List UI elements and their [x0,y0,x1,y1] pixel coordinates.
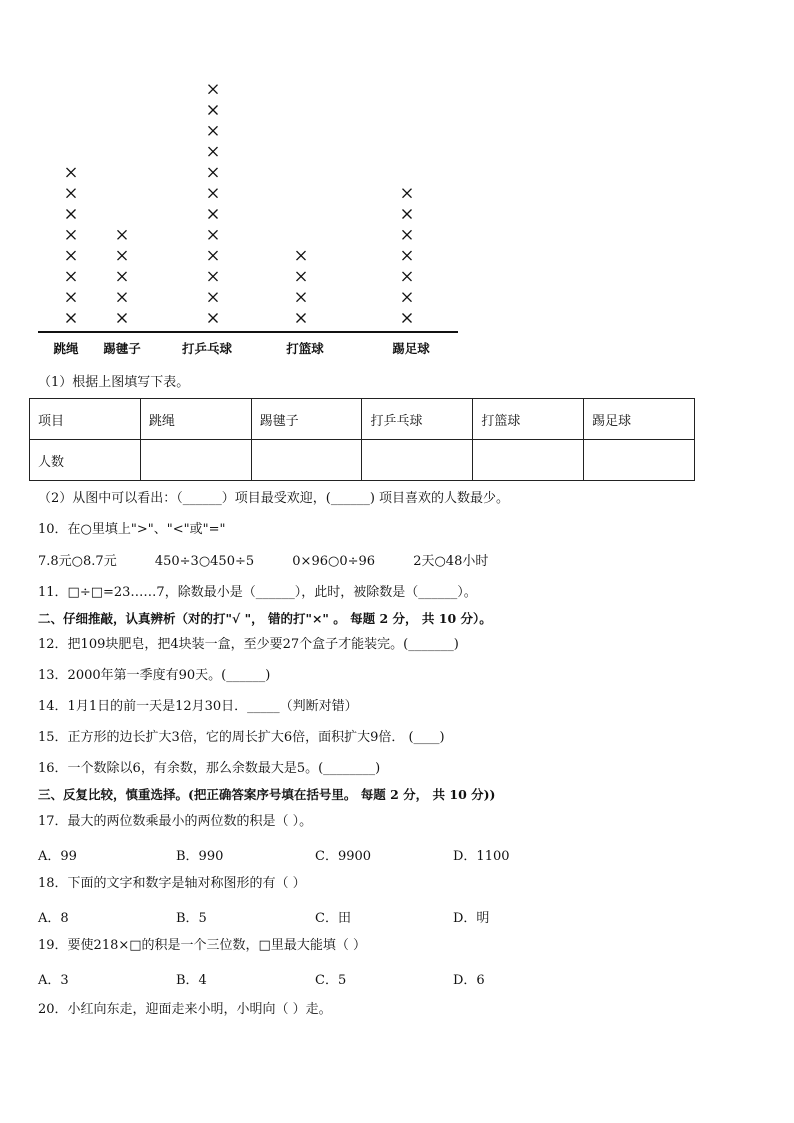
table-header-cell: 打乒乓球 [362,399,473,440]
q19-option-a[interactable]: A．3 [38,973,69,988]
cross-mark [118,272,127,281]
q9-part2-prompt: （2）从图中可以看出：（______）项目最受欢迎，(______) 项目喜欢的人数最少。 [38,491,510,506]
q18-option-c[interactable]: C．田 [315,911,351,926]
table-header-cell: 跳绳 [140,399,251,440]
q16: 16．一个数除以6，有余数，那么余数最大是5。(________) [38,761,381,776]
cross-mark [403,230,412,239]
cross-mark [209,106,218,115]
q17-prompt: 17．最大的两位数乘最小的两位数的积是（ ）。 [38,814,313,829]
cross-mark [67,251,76,260]
cross-mark [403,293,412,302]
q12: 12．把109块肥皂，把4块装一盒，至少要27个盒子才能装完。(_______) [38,637,459,652]
section-2-heading: 二、仔细推敲，认真辨析（对的打"√ "， 错的打"×" 。 每题 2 分， 共 10 分）。 [38,611,492,626]
cross-mark [209,293,218,302]
q9-part1-prompt: （1）根据上图填写下表。 [38,375,190,390]
cross-mark [209,126,218,135]
cross-mark [209,272,218,281]
q10-item: 0×96○0÷96 [292,554,376,569]
cross-mark [209,230,218,239]
table-header-cell: 踢足球 [584,399,695,440]
category-label: 打乒乓球 [181,341,233,356]
fill-table [29,398,695,481]
cross-mark [209,147,218,156]
cross-mark [297,293,306,302]
cross-mark [118,293,127,302]
answer-cell[interactable] [362,440,473,481]
answer-cell[interactable] [251,440,362,481]
q11: 11．□÷□=23……7，除数最小是（______），此时，被除数是（______）。 [38,585,477,600]
section-3-heading: 三、反复比较，慎重选择。(把正确答案序号填在括号里。 每题 2 分， 共 10 分)) [38,787,496,802]
category-label: 打篮球 [286,341,324,356]
cross-mark [118,230,127,239]
cross-mark [118,251,127,260]
table-row-label: 人数 [30,440,141,481]
category-label: 跳绳 [53,341,79,356]
q19-option-c[interactable]: C．5 [315,973,347,988]
cross-mark [209,210,218,219]
q14: 14．1月1日的前一天是12月30日．_____（判断对错） [38,699,358,714]
answer-cell[interactable] [584,440,695,481]
cross-mark [118,314,127,323]
q13: 13．2000年第一季度有90天。(______) [38,668,271,683]
q19-option-b[interactable]: B．4 [176,973,207,988]
q17-option-a[interactable]: A．99 [38,849,77,864]
q10-item: 450÷3○450÷5 [154,554,255,569]
q18-option-d[interactable]: D．明 [453,911,490,926]
cross-mark [297,272,306,281]
q10-items [38,553,522,571]
pictograph-chart [0,0,794,370]
q15: 15．正方形的边长扩大3倍，它的周长扩大6倍，面积扩大9倍． (____) [38,730,445,745]
q10-item: 7.8元○8.7元 [38,554,117,569]
answer-cell[interactable] [473,440,584,481]
cross-mark [403,210,412,219]
cross-mark [403,251,412,260]
cross-mark [67,314,76,323]
table-header-cell: 打篮球 [473,399,584,440]
cross-mark [403,189,412,198]
cross-mark [67,230,76,239]
answer-cell[interactable] [140,440,251,481]
cross-mark [67,293,76,302]
cross-mark [209,189,218,198]
table-header-cell: 踢毽子 [251,399,362,440]
cross-mark [297,251,306,260]
table-header-row [30,399,695,440]
q17-option-d[interactable]: D．1100 [453,849,510,864]
q19-option-d[interactable]: D．6 [453,973,485,988]
cross-mark [209,168,218,177]
table-header-cell: 项目 [30,399,141,440]
cross-mark [209,314,218,323]
category-label: 踢足球 [392,341,430,356]
cross-mark [403,272,412,281]
cross-mark [67,168,76,177]
q10-item: 2天○48小时 [413,554,489,569]
cross-mark [67,189,76,198]
q18-option-a[interactable]: A．8 [38,911,69,926]
q19-prompt: 19．要使218×□的积是一个三位数，□里最大能填（ ） [38,938,366,953]
q10-prompt: 10．在○里填上">"、"<"或"=" [38,522,226,537]
cross-mark [209,85,218,94]
q18-option-b[interactable]: B．5 [176,911,207,926]
cross-mark [403,314,412,323]
cross-mark [67,272,76,281]
table-row [30,440,695,481]
q18-prompt: 18．下面的文字和数字是轴对称图形的有（ ） [38,876,306,891]
cross-mark [297,314,306,323]
category-label: 踢毽子 [103,341,141,356]
q17-option-c[interactable]: C．9900 [315,849,372,864]
cross-mark [67,210,76,219]
cross-mark [209,251,218,260]
q17-option-b[interactable]: B．990 [176,849,224,864]
q20: 20．小红向东走，迎面走来小明，小明向（ ）走。 [38,1002,332,1017]
